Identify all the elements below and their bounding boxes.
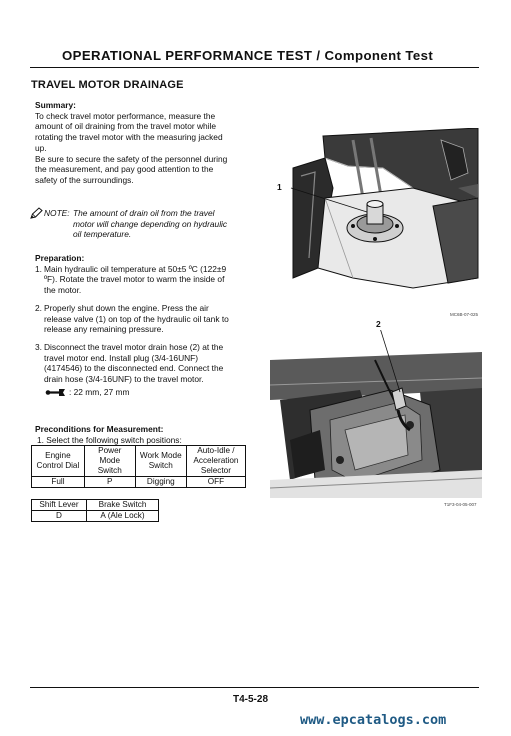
step-line: travel motor end. Install plug (3/4-16UNF)	[44, 352, 199, 363]
figure-2-code: T1F3-04-05-007	[444, 502, 477, 507]
step-line: drain hose (3/4-16UNF) to the travel motor.	[44, 374, 204, 385]
callout-2: 2	[376, 319, 381, 329]
shift-brake-table	[31, 499, 159, 522]
header-text: Switch	[97, 466, 122, 475]
summary-line: Be sure to secure the safety of the personnel during	[35, 153, 228, 164]
header-text: Control Dial	[36, 461, 80, 470]
table-cell: OFF	[186, 477, 245, 488]
preconditions-block	[35, 424, 244, 445]
summary-heading: Summary:	[35, 100, 76, 110]
note-line: The amount of drain oil from the travel	[73, 208, 215, 218]
table-cell: D	[32, 511, 87, 522]
header-text: Selector	[200, 466, 231, 475]
step-line: Properly shut down the engine. Press the air	[44, 302, 209, 313]
summary-line: amount of oil draining from the travel motor while	[35, 121, 217, 132]
pencil-note-icon	[30, 207, 43, 219]
header-text: Engine	[45, 451, 71, 460]
wrench-size-line	[35, 387, 244, 398]
page-header-title: OPERATIONAL PERFORMANCE TEST / Component Test	[62, 48, 434, 63]
footer-rule	[30, 687, 479, 688]
preparation-step	[35, 264, 244, 296]
wrench-sizes: : 22 mm, 27 mm	[69, 386, 130, 397]
hydraulic-tank-illustration	[263, 128, 483, 318]
summary-line: up.	[35, 142, 47, 153]
step-line: release any remaining pressure.	[44, 324, 164, 335]
step-line: Disconnect the travel motor drain hose (2) at the	[44, 341, 224, 352]
header-text: Work Mode	[139, 451, 182, 460]
preparation-step	[35, 342, 244, 385]
note-label: NOTE:	[44, 208, 70, 218]
step-line: (4174546) to the disconnected end. Connect the	[44, 363, 224, 374]
watermark-text: www.epcatalogs.com	[300, 712, 447, 728]
step-number: 1.	[35, 263, 42, 274]
section-title: TRAVEL MOTOR DRAINAGE	[31, 79, 184, 91]
step-number: 3.	[35, 341, 42, 352]
summary-line: safety of the surroundings.	[35, 174, 134, 185]
summary-line: To check travel motor performance, measure the	[35, 110, 216, 121]
table-row	[32, 477, 246, 488]
header-text: Auto-Idle /	[197, 446, 235, 455]
step-number: 2.	[35, 302, 42, 313]
table-cell: A (Ale Lock)	[87, 511, 159, 522]
header-text: Acceleration	[193, 456, 239, 465]
preparation-heading: Preparation:	[35, 253, 85, 263]
step-line: release valve (1) on top of the hydraulic oil tank to	[44, 313, 229, 324]
summary-block	[35, 100, 244, 186]
table-cell: P	[84, 477, 135, 488]
header-rule	[30, 67, 479, 68]
header-text: Switch	[148, 461, 173, 470]
page-number: T4-5-28	[233, 694, 269, 705]
step-line: Main hydraulic oil temperature at 50±5 ºC (122±9	[44, 263, 227, 274]
preconditions-step: 1. Select the following switch positions:	[37, 434, 182, 445]
table-header-cell: Shift Lever	[32, 500, 87, 511]
preparation-block	[35, 253, 244, 397]
wrench-icon	[45, 388, 67, 397]
figure-1-code: MC6B-07-025	[450, 312, 479, 317]
callout-1: 1	[277, 182, 282, 192]
table-cell: Digging	[135, 477, 186, 488]
table-header-cell	[186, 446, 245, 477]
table-header-cell	[84, 446, 135, 477]
preparation-step	[35, 303, 244, 335]
travel-motor-illustration	[270, 330, 482, 498]
note-line: motor will change depending on hydraulic	[73, 218, 228, 229]
step-line: the motor.	[44, 285, 82, 296]
table-header-cell	[32, 446, 85, 477]
summary-line: rotating the travel motor with the measuring jacked	[35, 132, 223, 143]
table-header-cell	[135, 446, 186, 477]
step-line: ºF). Rotate the travel motor to warm the inside of	[44, 274, 225, 285]
table-row	[32, 511, 159, 522]
switch-positions-table	[31, 445, 246, 488]
note-line: oil temperature.	[73, 229, 132, 240]
summary-line: the measurement, and pay good attention to the	[35, 164, 214, 175]
table-cell: Full	[32, 477, 85, 488]
preconditions-heading: Preconditions for Measurement:	[35, 424, 164, 434]
table-header-cell: Brake Switch	[87, 500, 159, 511]
header-text: Power Mode	[98, 446, 122, 465]
